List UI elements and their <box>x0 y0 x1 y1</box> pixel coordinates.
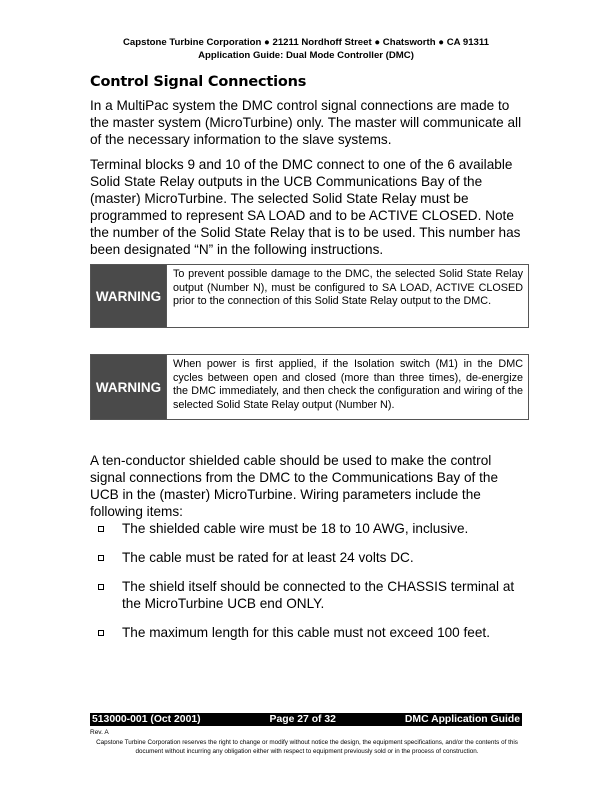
footer-page-number: Page 27 of 32 <box>269 714 336 725</box>
square-bullet-icon <box>98 526 104 532</box>
warning-label: WARNING <box>91 355 167 419</box>
warning-box-isolation-switch <box>90 354 529 420</box>
footer-doc-number: 513000-001 (Oct 2001) <box>92 714 201 725</box>
footer-guide-name: DMC Application Guide <box>404 714 520 725</box>
header-guide-title: Application Guide: Dual Mode Controller (DMC) <box>198 50 414 61</box>
square-bullet-icon <box>98 584 104 590</box>
list-item-text: The shielded cable wire must be 18 to 10 AWG, inclusive. <box>122 521 469 536</box>
footer-bar <box>90 713 522 726</box>
page-header <box>0 36 612 62</box>
list-item <box>90 624 530 641</box>
warning-text: When power is first applied, if the Isolation switch (M1) in the DMC cycles between open and closed (more than three times), de-energize the DMC immediately, and then check the configuration and wiring of the selected Solid State Relay output (Number N). <box>173 358 523 411</box>
list-item <box>90 578 530 612</box>
square-bullet-icon <box>98 630 104 636</box>
list-item <box>90 520 530 537</box>
list-item-text: The cable must be rated for at least 24 volts DC. <box>122 550 414 565</box>
paragraph-multipac: In a MultiPac system the DMC control signal connections are made to the master system (MicroTurbine) only. The master will communicate all of the necessary information to the slave systems. <box>90 98 522 147</box>
square-bullet-icon <box>98 555 104 561</box>
paragraph-cable: A ten-conductor shielded cable should be used to make the control signal connections from the DMC to the Communications Bay of the UCB in the (master) MicroTurbine. Wiring parameters include the following items: <box>90 453 499 519</box>
list-item <box>90 549 530 566</box>
footer-revision: Rev. A <box>90 729 109 736</box>
footer-disclaimer: Capstone Turbine Corporation reserves the right to change or modify without notice the design, the equipment specifications, and/or the contents of this document without incurring any obligation either with respect to equipment previously sold or in the process of construction. <box>96 739 518 755</box>
warning-label: WARNING <box>91 265 167 327</box>
warning-box-ssr-config <box>90 264 529 328</box>
paragraph-terminal-blocks: Terminal blocks 9 and 10 of the DMC connect to one of the 6 available Solid State Relay outputs in the UCB Communications Bay of the (master) MicroTurbine. The selected Solid State Relay must be programmed to represent SA LOAD and to be ACTIVE CLOSED. Note the number of the Solid State Relay that is to be used. This number has been designated “N” in the following instructions. <box>90 157 521 257</box>
wiring-parameters-list <box>90 520 530 653</box>
header-company-line: Capstone Turbine Corporation ● 21211 Nordhoff Street ● Chatsworth ● CA 91311 <box>122 37 490 48</box>
warning-text: To prevent possible damage to the DMC, the selected Solid State Relay output (Number N), must be configured to SA LOAD, ACTIVE CLOSED prior to the connection of this Solid State Relay output to the DMC. <box>173 268 523 307</box>
list-item-text: The maximum length for this cable must not exceed 100 feet. <box>122 625 490 640</box>
section-title: Control Signal Connections <box>90 74 307 90</box>
list-item-text: The shield itself should be connected to the CHASSIS terminal at the MicroTurbine UCB end ONLY. <box>122 579 515 611</box>
